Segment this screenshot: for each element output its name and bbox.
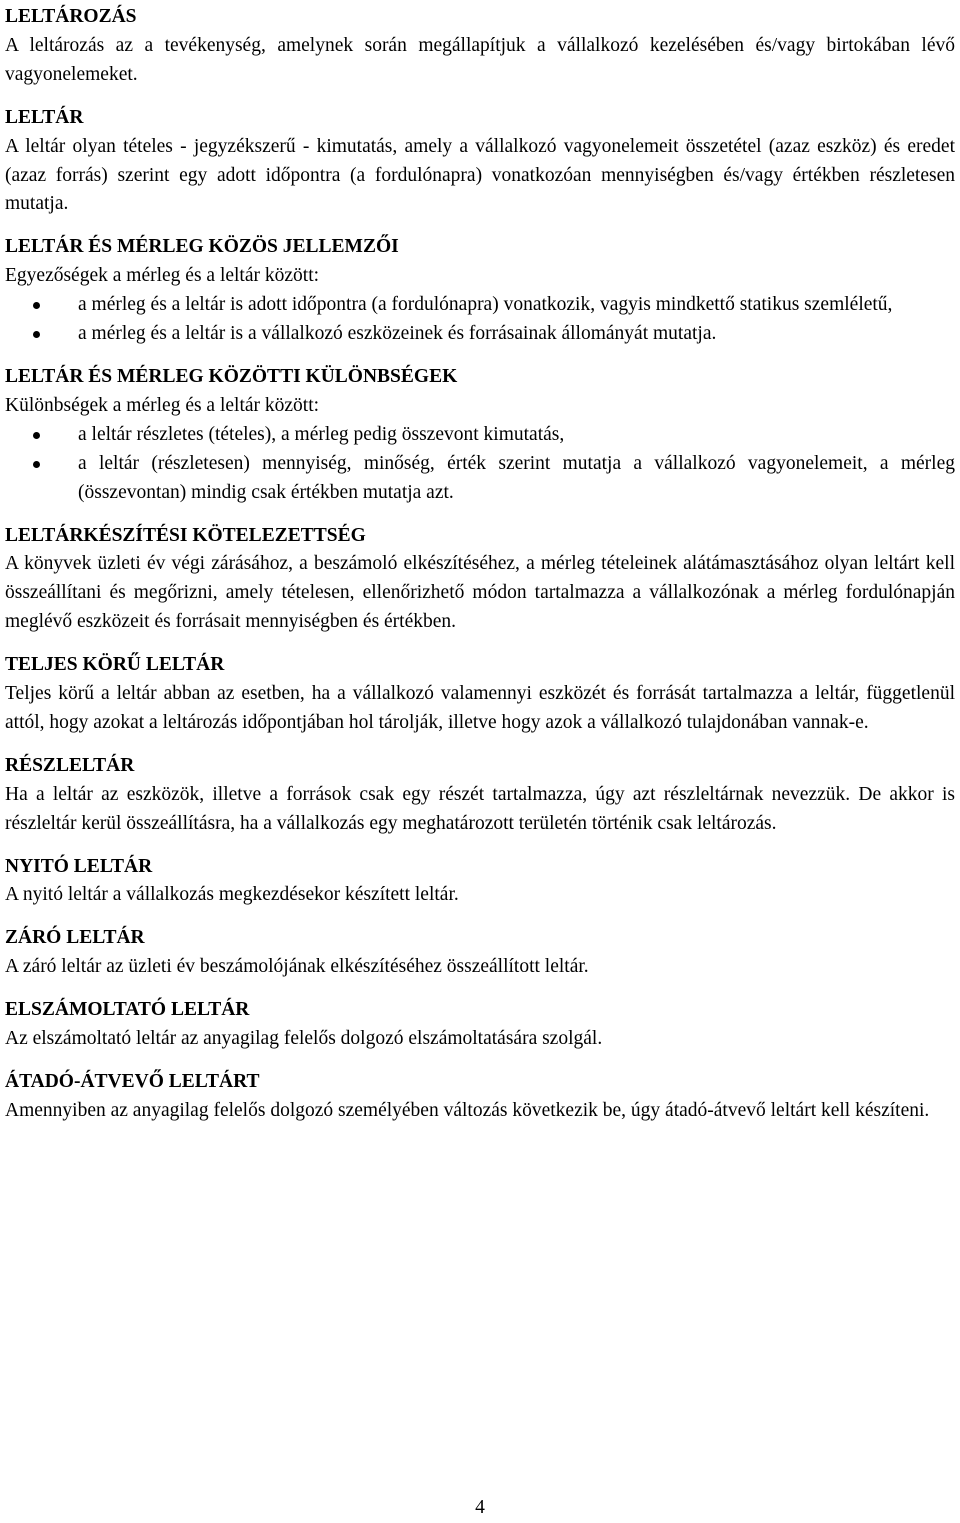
bullet-icon [33, 302, 40, 309]
section-title: NYITÓ LELTÁR [5, 855, 153, 877]
section [5, 924, 955, 982]
page-number: 4 [475, 1497, 485, 1518]
section-paragraph: Az elszámoltató leltár az anyagilag felelős dolgozó elszámoltatására szolgál. [5, 1028, 603, 1050]
bullet-item [5, 421, 955, 450]
section-paragraph: Ha a leltár az eszközök, illetve a források csak egy részét tartalmazza, úgy azt részleltárnak nevezzük. De akkor is részleltár kerül összeállításra, ha a vállalkozás egy meghatározott területén történik csak leltározás. [5, 783, 955, 834]
section-title: LELTÁRKÉSZÍTÉSI KÖTELEZETTSÉG [5, 524, 366, 546]
section [5, 996, 955, 1054]
section-paragraph: A könyvek üzleti év végi zárásához, a beszámoló elkészítéséhez, a mérleg tételeinek alátámasztásához olyan leltárt kell összeállítani és megőrizni, amely tételesen, ellenőrizhető módon tartalmazza a vállalkozónak a mérleg fordulónapján meglévő eszközeit és forrásait mennyiségben és értékben. [5, 553, 955, 633]
bullet-item [5, 291, 955, 320]
bullet-text: a leltár részletes (tételes), a mérleg pedig összevont kimutatás, [78, 423, 565, 445]
bullet-icon [33, 461, 40, 468]
section-intro: Különbségek a mérleg és a leltár között: [5, 394, 320, 416]
section [5, 3, 955, 90]
section-title: ZÁRÓ LELTÁR [5, 927, 145, 949]
section-title: LELTÁR [5, 106, 84, 128]
section [5, 104, 955, 220]
section [5, 853, 955, 911]
section-title: RÉSZLELTÁR [5, 754, 135, 776]
bullet-text: a mérleg és a leltár is adott időpontra (a fordulónapra) vonatkozik, vagyis mindkettő statikus szemléletű, [78, 294, 893, 316]
section-paragraph: A leltározás az a tevékenység, amelynek során megállapítjuk a vállalkozó kezelésében és/vagy birtokában lévő vagyonelemeket. [5, 34, 955, 85]
section-title: TELJES KÖRŰ LELTÁR [5, 654, 225, 676]
section-paragraph: Amennyiben az anyagilag felelős dolgozó személyében változás következik be, úgy átadó-átvevő leltárt kell készíteni. [5, 1099, 930, 1121]
section-title: LELTÁR ÉS MÉRLEG KÖZÖTTI KÜLÖNBSÉGEK [5, 365, 458, 387]
bullet-list [5, 291, 955, 349]
bullet-text: a mérleg és a leltár is a vállalkozó eszközeinek és forrásainak állományát mutatja. [78, 323, 717, 345]
section-intro: Egyezőségek a mérleg és a leltár között: [5, 265, 320, 287]
section [5, 651, 955, 738]
section [5, 233, 955, 349]
section-title: ELSZÁMOLTATÓ LELTÁR [5, 999, 250, 1021]
section-title: LELTÁR ÉS MÉRLEG KÖZÖS JELLEMZŐI [5, 236, 399, 258]
bullet-item [5, 320, 955, 349]
section-paragraph: A záró leltár az üzleti év beszámolójának elkészítéséhez összeállított leltár. [5, 956, 589, 978]
bullet-list [5, 421, 955, 508]
bullet-item [5, 450, 955, 508]
section-paragraph: A leltár olyan tételes - jegyzékszerű - kimutatás, amely a vállalkozó vagyonelemeit összetétel (azaz eszköz) és eredet (azaz forrás) szerint egy adott időpontra (a fordulónapra) vonatkozóan mennyiségben és/vagy értékben részletesen mutatja. [5, 135, 955, 215]
section-title: LELTÁROZÁS [5, 6, 137, 27]
bullet-text: a leltár (részletesen) mennyiség, minőség, érték szerint mutatja a vállalkozó vagyonelemeit, a mérleg (összevontan) mindig csak értékben mutatja azt. [78, 452, 955, 503]
bullet-icon [33, 331, 40, 338]
section-paragraph: Teljes körű a leltár abban az esetben, ha a vállalkozó valamennyi eszközét és forrását tartalmazza a leltár, függetlenül attól, hogy azokat a leltározás időpontjában hol tárolják, illetve hogy azok a vállalkozó tulajdonában vannak-e. [5, 683, 955, 733]
section [5, 752, 955, 839]
document-page [5, 3, 955, 1126]
section [5, 522, 955, 638]
bullet-icon [33, 432, 40, 439]
section-title: ÁTADÓ-ÁTVEVŐ LELTÁRT [5, 1071, 260, 1092]
section [5, 363, 955, 508]
section-paragraph: A nyitó leltár a vállalkozás megkezdésekor készített leltár. [5, 884, 459, 906]
section [5, 1068, 955, 1126]
